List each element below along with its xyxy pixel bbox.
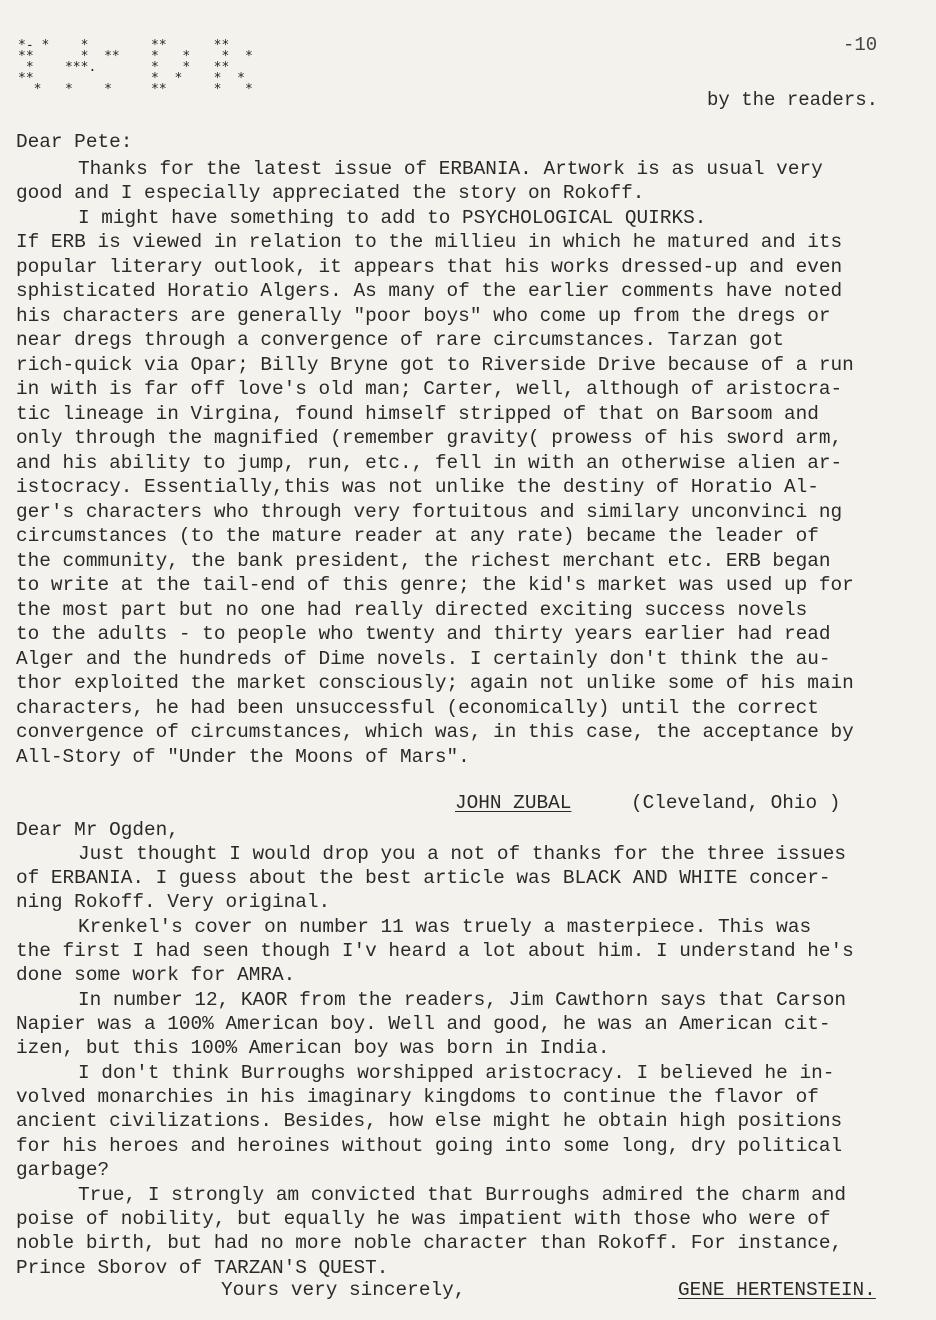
- letter1-line: to write at the tail-end of this genre; the kid's market was used up for: [16, 574, 854, 596]
- letter1-line: istocracy. Essentially,this was not unlike the destiny of Horatio Al-: [16, 476, 819, 498]
- letter2-line: of ERBANIA. I guess about the best article was BLACK AND WHITE concer-: [16, 867, 831, 889]
- letter1-line: the community, the bank president, the richest merchant etc. ERB began: [16, 550, 831, 572]
- section-byline: by the readers.: [707, 89, 879, 111]
- letter1-line: popular literary outlook, it appears that his works dressed-up and even: [16, 256, 843, 278]
- letter1-line: only through the magnified (remember gravity( prowess of his sword arm,: [16, 427, 843, 449]
- letter2-line: garbage?: [16, 1159, 110, 1181]
- letter1-line: If ERB is viewed in relation to the millieu in which he matured and its: [16, 231, 843, 253]
- letter2-salutation: Dear Mr Ogden,: [16, 819, 179, 841]
- letter1-line: convergence of circumstances, which was, in this case, the acceptance by: [16, 721, 854, 743]
- letter1-line: characters, he had been unsuccessful (economically) until the correct: [16, 697, 819, 719]
- letter2-line: Prince Sborov of TARZAN'S QUEST.: [16, 1257, 389, 1279]
- letter2-closing: Yours very sincerely,: [221, 1279, 466, 1301]
- letter2-line: ning Rokoff. Very original.: [16, 891, 331, 913]
- letter2-signature: GENE HERTENSTEIN.: [678, 1279, 876, 1301]
- letter2-line: izen, but this 100% American boy was born in India.: [16, 1037, 610, 1059]
- letter2-line: done some work for AMRA.: [16, 964, 296, 986]
- letter1-line: Thanks for the latest issue of ERBANIA. Artwork is as usual very: [78, 158, 823, 180]
- letter1-line: circumstances (to the mature reader at any rate) became the leader of: [16, 525, 819, 547]
- letter1-line: All-Story of "Under the Moons of Mars".: [16, 746, 470, 768]
- letter2-line: noble birth, but had no more noble character than Rokoff. For instance,: [16, 1232, 843, 1254]
- letter1-line: good and I especially appreciated the story on Rokoff.: [16, 182, 645, 204]
- letter1-line: to the adults - to people who twenty and thirty years earlier had read: [16, 623, 831, 645]
- letter1-line: sphisticated Horatio Algers. As many of the earlier comments have noted: [16, 280, 843, 302]
- letter1-line: I might have something to add to PSYCHOLOGICAL QUIRKS.: [78, 207, 707, 229]
- letter1-line: Alger and the hundreds of Dime novels. I certainly don't think the au-: [16, 648, 831, 670]
- letter1-line: ger's characters who through very fortuitous and similary unconvinci ng: [16, 501, 843, 523]
- letter1-line: thor exploited the market consciously; again not unlike some of his main: [16, 672, 854, 694]
- letter1-line: near dregs through a convergence of rare circumstances. Tarzan got: [16, 329, 784, 351]
- letter1-line: his characters are generally "poor boys" who come up from the dregs or: [16, 305, 831, 327]
- letter2-line: I don't think Burroughs worshipped aristocracy. I believed he in-: [78, 1062, 835, 1084]
- letter2-line: In number 12, KAOR from the readers, Jim Cawthorn says that Carson: [78, 989, 846, 1011]
- letter1-signature: JOHN ZUBAL: [455, 792, 572, 814]
- letter2-line: poise of nobility, but equally he was impatient with those who were of: [16, 1208, 831, 1230]
- letter1-location: (Cleveland, Ohio ): [631, 792, 841, 814]
- letter2-line: Napier was a 100% American boy. Well and good, he was an American cit-: [16, 1013, 831, 1035]
- letter2-line: for his heroes and heroines without going into some long, dry political: [16, 1135, 843, 1157]
- letter2-line: True, I strongly am convicted that Burroughs admired the charm and: [78, 1184, 846, 1206]
- letter2-line: Krenkel's cover on number 11 was truely a masterpiece. This was: [78, 916, 812, 938]
- letter2-line: ancient civilizations. Besides, how else might he obtain high positions: [16, 1110, 843, 1132]
- letter1-line: tic lineage in Virgina, found himself stripped of that on Barsoom and: [16, 403, 819, 425]
- page-number: -10: [843, 34, 878, 56]
- letter2-line: volved monarchies in his imaginary kingdoms to continue the flavor of: [16, 1086, 819, 1108]
- letter1-line: the most part but no one had really directed exciting success novels: [16, 599, 808, 621]
- letter2-line: Just thought I would drop you a not of thanks for the three issues: [78, 843, 846, 865]
- letter2-line: the first I had seen though I'v heard a lot about him. I understand he's: [16, 940, 854, 962]
- letter1-line: and his ability to jump, run, etc., fell in with an otherwise alien ar-: [16, 452, 843, 474]
- letter1-line: rich-quick via Opar; Billy Bryne got to Riverside Drive because of a run: [16, 354, 854, 376]
- letter1-salutation: Dear Pete:: [16, 131, 133, 153]
- letter1-line: in with is far off love's old man; Carter, well, although of aristocra-: [16, 378, 843, 400]
- kaor-masthead-art: *- * * ** ** ** * ** * * * * * ***. * * ** ** * * * * * * * ** * *: [18, 38, 253, 97]
